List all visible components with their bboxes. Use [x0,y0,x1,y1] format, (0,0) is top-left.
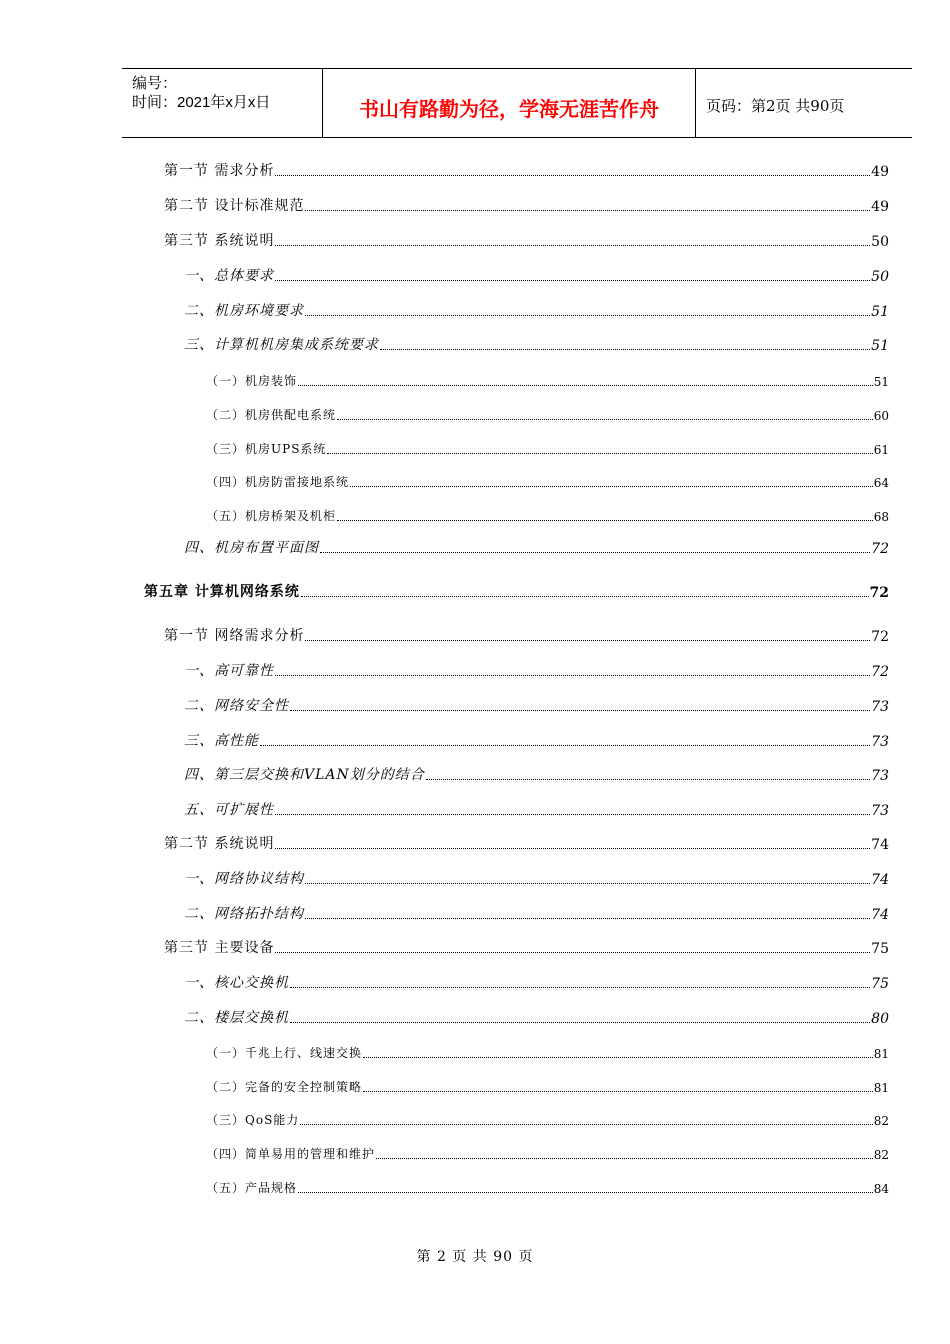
toc-dot-leader [275,814,870,815]
toc-entry-page: 50 [871,234,889,250]
toc-entry-title: 第一节 需求分析 [164,163,275,179]
toc-entry-sub[interactable] [206,437,889,457]
toc-dot-leader [305,918,870,919]
toc-entry-title: 五、可扩展性 [184,802,274,818]
toc-entry-item[interactable] [184,730,889,750]
toc-entry-title: （五）产品规格 [206,1181,298,1195]
header-page-cell [696,69,912,137]
toc-entry-title: 第二节 系统说明 [164,836,275,852]
toc-dot-leader [380,349,870,350]
toc-dot-leader [320,552,870,553]
toc-entry-title: 第一节 网络需求分析 [164,628,305,644]
toc-dot-leader [275,175,870,176]
toc-entry-item[interactable] [184,695,889,715]
toc-entry-title: （一）机房装饰 [206,374,298,388]
document-time: 时间：2021年x月x日 [132,94,271,111]
toc-dot-leader [305,315,870,316]
toc-entry-item[interactable] [184,660,889,680]
toc-entry-title: 一、核心交换机 [184,975,289,991]
toc-entry-title: 二、楼层交换机 [184,1010,289,1026]
header-meta [122,69,323,137]
toc-entry-page: 74 [871,907,889,923]
toc-entry-title: 第五章 计算机网络系统 [144,584,300,600]
document-number-label: 编号： [132,75,178,92]
toc-entry-title: 二、网络安全性 [184,698,289,714]
toc-entry-page: 64 [873,476,889,490]
toc-entry-page: 81 [873,1047,889,1061]
toc-entry-item[interactable] [184,972,889,992]
toc-entry-page: 51 [871,338,889,354]
toc-dot-leader [290,1022,870,1023]
toc-entry-title: （三）QoS能力 [206,1113,300,1127]
toc-entry-page: 50 [871,269,889,285]
toc-entry-page: 84 [873,1182,889,1196]
toc-entry-page: 51 [873,375,889,389]
toc-entry-page: 72 [871,664,889,680]
toc-dot-leader [275,952,870,953]
toc-entry-title: 第三节 系统说明 [164,233,275,249]
toc-entry-page: 68 [873,510,889,524]
toc-entry-page: 72 [871,629,889,645]
toc-entry-page: 72 [871,541,889,557]
toc-entry-sub[interactable] [206,1075,889,1095]
toc-entry-page: 74 [871,837,889,853]
toc-entry-title: 四、第三层交换和VLAN划分的结合 [184,767,425,783]
toc-entry-item[interactable] [184,868,889,888]
toc-entry-sub[interactable] [206,1142,889,1162]
toc-entry-title: 第三节 主要设备 [164,940,275,956]
toc-entry-page: 82 [873,1148,889,1162]
toc-entry-title: （二）机房供配电系统 [206,408,337,422]
toc-dot-leader [337,520,873,521]
toc-entry-section[interactable] [164,937,889,957]
toc-entry-title: 一、总体要求 [184,268,274,284]
toc-entry-page: 60 [873,409,889,423]
toc-entry-page: 51 [871,304,889,320]
toc-entry-page: 49 [871,199,889,215]
toc-entry-page: 73 [871,734,889,750]
toc-entry-sub[interactable] [206,504,889,524]
toc-dot-leader [337,419,873,420]
toc-entry-title: 二、网络拓扑结构 [184,906,304,922]
toc-entry-section[interactable] [164,833,889,853]
toc-entry-title: 一、高可靠性 [184,663,274,679]
toc-dot-leader [301,596,869,597]
toc-entry-item[interactable] [184,764,889,784]
page-header [122,68,912,138]
toc-entry-title: （三）机房UPS系统 [206,442,327,456]
page-footer: 第 2 页 共 90 页 [416,1249,534,1265]
toc-entry-sub[interactable] [206,403,889,423]
toc-dot-leader [363,1057,873,1058]
toc-entry-title: 四、机房布置平面图 [184,540,319,556]
toc-entry-sub[interactable] [206,470,889,490]
toc-entry-page: 75 [871,976,889,992]
toc-entry-page: 61 [873,443,889,457]
toc-dot-leader [275,280,870,281]
toc-entry-title: 三、高性能 [184,733,259,749]
toc-entry-title: （四）机房防雷接地系统 [206,475,350,489]
toc-entry-section[interactable] [164,625,889,645]
toc-entry-page: 80 [871,1011,889,1027]
toc-entry-page: 73 [871,803,889,819]
toc-dot-leader [376,1158,873,1159]
toc-entry-page: 75 [871,941,889,957]
toc-entry-title: （二）完备的安全控制策略 [206,1080,363,1094]
toc-entry-page: 49 [871,164,889,180]
toc-entry-title: （四）简单易用的管理和维护 [206,1147,376,1161]
toc-entry-section[interactable] [164,230,889,250]
toc-entry-title: 第二节 设计标准规范 [164,198,305,214]
header-motto-cell [323,69,696,137]
toc-dot-leader [327,453,872,454]
toc-dot-leader [275,245,870,246]
toc-entry-title: （一）千兆上行、线速交换 [206,1046,363,1060]
toc-dot-leader [260,745,870,746]
toc-entry-sub[interactable] [206,1041,889,1061]
toc-entry-item[interactable] [184,334,889,354]
toc-entry-page: 73 [871,768,889,784]
toc-entry-item[interactable] [184,1007,889,1027]
toc-dot-leader [305,210,870,211]
toc-entry-item[interactable] [184,265,889,285]
toc-entry-section[interactable] [164,195,889,215]
toc-dot-leader [275,675,870,676]
toc-dot-leader [426,779,870,780]
toc-entry-title: 三、计算机机房集成系统要求 [184,337,379,353]
toc-dot-leader [298,1192,873,1193]
toc-dot-leader [290,987,870,988]
toc-entry-sub[interactable] [206,1108,889,1128]
toc-dot-leader [300,1124,872,1125]
toc-entry-item[interactable] [184,300,889,320]
toc-entry-item[interactable] [184,537,889,557]
toc-dot-leader [290,710,870,711]
header-motto: 书山有路勤为径，学海无涯苦作舟 [359,97,659,121]
toc-entry-sub[interactable] [206,1176,889,1196]
toc-dot-leader [363,1091,873,1092]
toc-entry-item[interactable] [184,799,889,819]
toc-entry-page: 81 [873,1081,889,1095]
toc-dot-leader [350,486,873,487]
toc-entry-page: 74 [871,872,889,888]
toc-entry-item[interactable] [184,903,889,923]
toc-dot-leader [305,640,870,641]
toc-entry-page: 72 [869,585,889,601]
toc-entry-chapter[interactable] [144,581,889,601]
toc-entry-page: 73 [871,699,889,715]
toc-entry-title: （五）机房桥架及机柜 [206,509,337,523]
toc-entry-page: 82 [873,1114,889,1128]
toc-entry-title: 二、机房环境要求 [184,303,304,319]
toc-dot-leader [298,385,873,386]
toc-entry-sub[interactable] [206,369,889,389]
header-page-info: 页码：第2页 共90页 [706,97,845,115]
toc-dot-leader [275,848,870,849]
toc-dot-leader [305,883,870,884]
toc-entry-title: 一、网络协议结构 [184,871,304,887]
toc-entry-section[interactable] [164,160,889,180]
